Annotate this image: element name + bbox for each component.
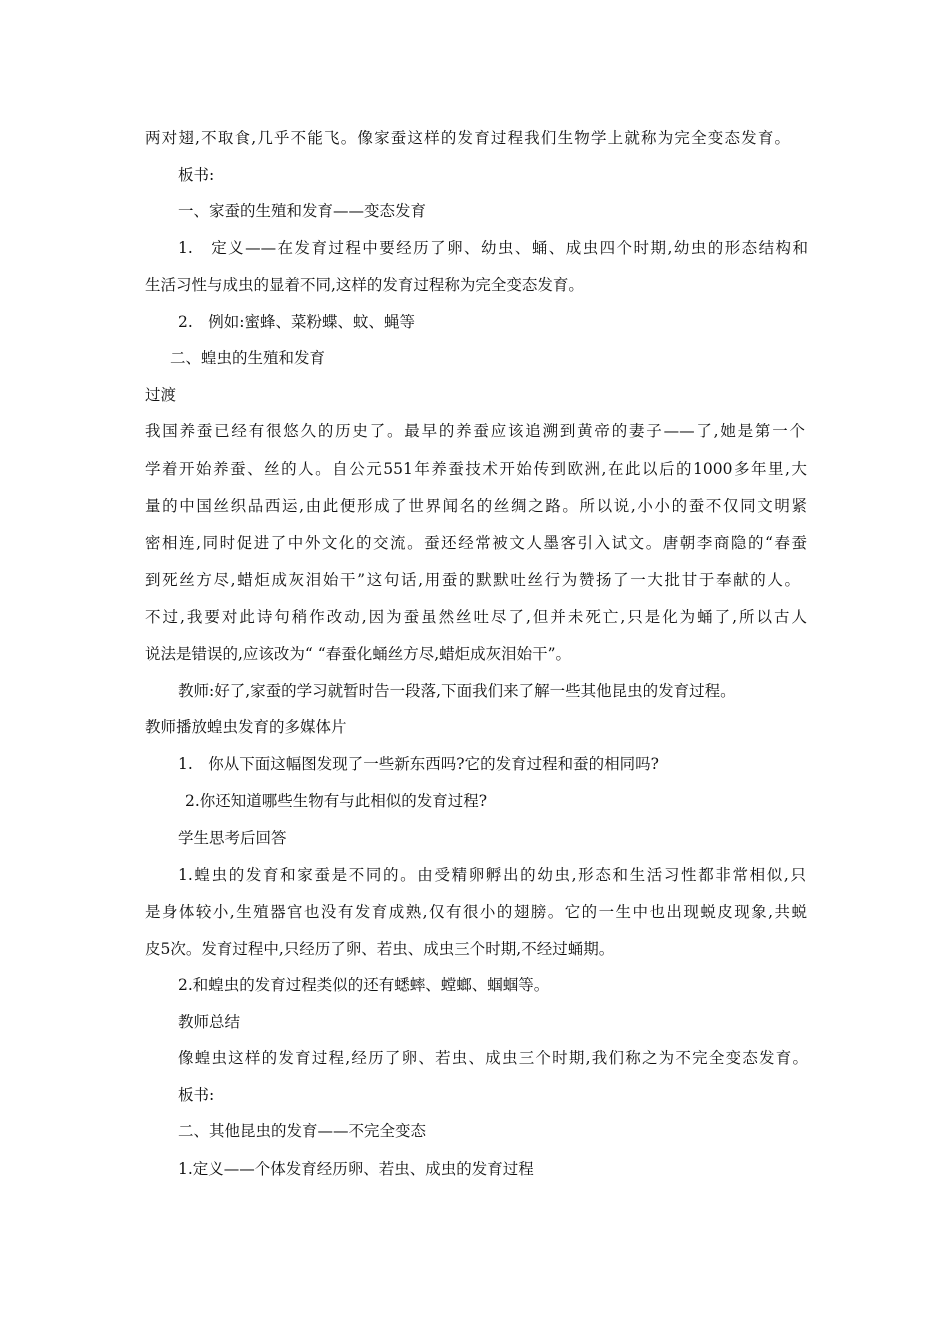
text-line: 1. 你从下面这幅图发现了一些新东西吗?它的发育过程和蚕的相同吗? <box>178 755 659 773</box>
section-heading: 二、其他昆虫的发育——不完全变态 <box>178 1122 427 1140</box>
text-line: 板书: <box>178 166 215 184</box>
text-line: 密相连,同时促进了中外文化的交流。蚕还经常被文人墨客引入试文。唐朝李商隐的“春蚕 <box>145 534 807 552</box>
text-line: 像蝗虫这样的发育过程,经历了卵、若虫、成虫三个时期,我们称之为不完全变态发育。 <box>178 1049 808 1067</box>
text-line: 我国养蚕已经有很悠久的历史了。最早的养蚕应该追溯到黄帝的妻子——了,她是第一个 <box>145 422 805 440</box>
text-line: 学生思考后回答 <box>178 829 287 847</box>
text-line: 板书: <box>178 1086 215 1104</box>
text-line: 学着开始养蚕、丝的人。自公元551年养蚕技术开始传到欧洲,在此以后的1000多年里,大 <box>145 460 807 478</box>
text-line: 1. 定义——在发育过程中要经历了卵、幼虫、蛹、成虫四个时期,幼虫的形态结构和 <box>178 239 808 257</box>
text-line: 不过,我要对此诗句稍作改动,因为蚕虽然丝吐尽了,但并未死亡,只是化为蛹了,所以古人 <box>145 608 807 626</box>
text-line: 是身体较小,生殖器官也没有发育成熟,仅有很小的翅膀。它的一生中也出现蜕皮现象,共蜕 <box>145 903 807 921</box>
text-line: 说法是错误的,应该改为“ “春蚕化蛹丝方尽,蜡炬成灰泪始干”。 <box>145 645 572 663</box>
text-line: 2. 例如:蜜蜂、菜粉蝶、蚊、蝇等 <box>178 313 416 331</box>
text-line: 到死丝方尽,蜡炬成灰泪始干”这句话,用蚕的默默吐丝行为赞扬了一大批甘于奉献的人。 <box>145 571 800 589</box>
text-line: 1.定义——个体发育经历卵、若虫、成虫的发育过程 <box>178 1160 534 1178</box>
text-line: 教师播放蝗虫发育的多媒体片 <box>145 718 347 736</box>
text-line: 1.蝗虫的发育和家蚕是不同的。由受精卵孵出的幼虫,形态和生活习性都非常相似,只 <box>178 866 806 884</box>
section-heading: 一、家蚕的生殖和发育——变态发育 <box>178 202 427 220</box>
text-line: 教师:好了,家蚕的学习就暂时告一段落,下面我们来了解一些其他昆虫的发育过程。 <box>178 682 736 700</box>
text-line: 两对翅,不取食,几乎不能飞。像家蚕这样的发育过程我们生物学上就称为完全变态发育。 <box>145 129 790 147</box>
text-line: 教师总结 <box>178 1013 241 1031</box>
text-line: 2.和蝗虫的发育过程类似的还有蟋蟀、螳螂、蝈蝈等。 <box>178 976 550 994</box>
text-line: 皮5次。发育过程中,只经历了卵、若虫、成虫三个时期,不经过蛹期。 <box>145 940 615 958</box>
text-line: 量的中国丝织品西运,由此便形成了世界闻名的丝绸之路。所以说,小小的蚕不仅同文明紧 <box>145 497 807 515</box>
section-heading: 二、蝗虫的生殖和发育 <box>170 349 326 367</box>
text-line: 过渡 <box>145 386 177 404</box>
text-line: 生活习性与成虫的显着不同,这样的发育过程称为完全变态发育。 <box>145 276 584 294</box>
text-line: 2.你还知道哪些生物有与此相似的发育过程? <box>185 792 488 810</box>
